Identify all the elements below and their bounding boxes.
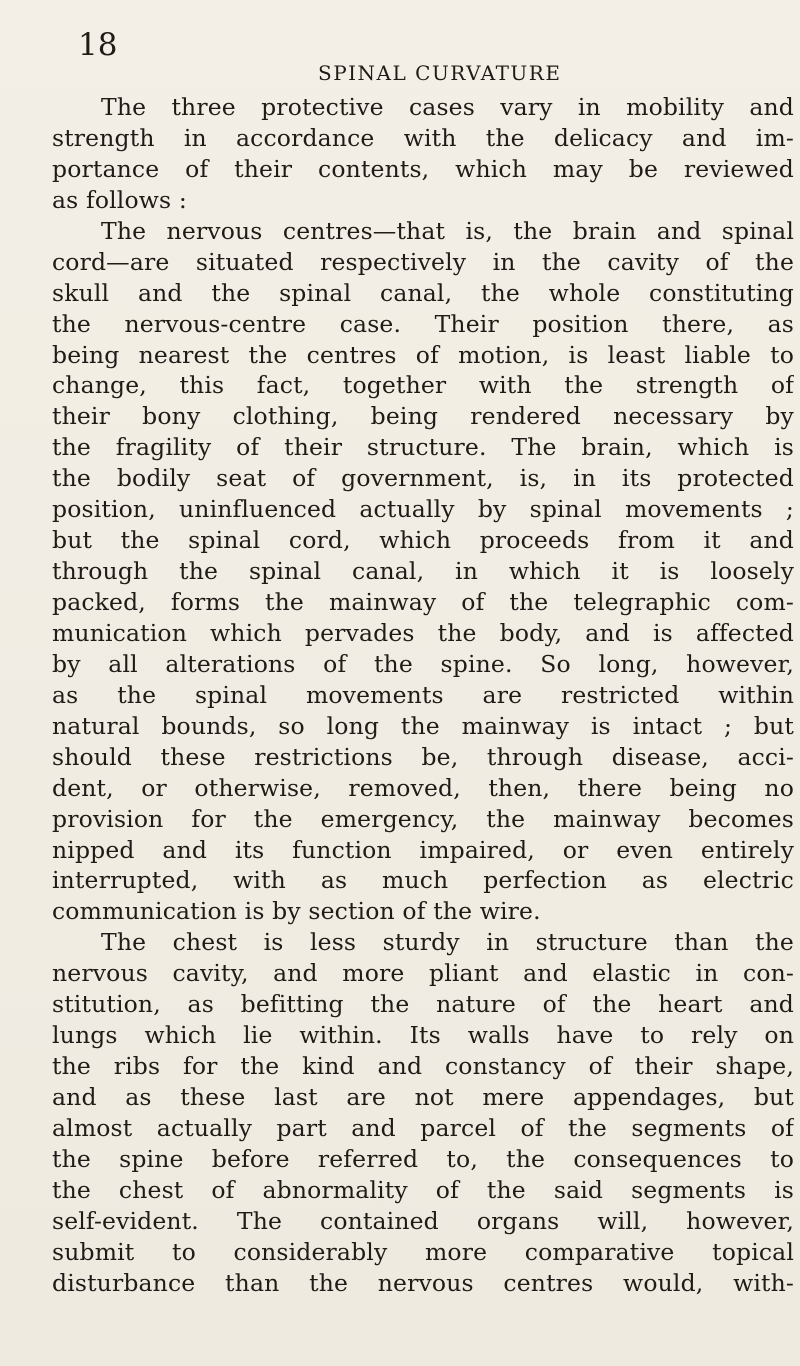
text-line: provision for the emergency, the mainway becomes — [52, 804, 794, 833]
text-line: by all alterations of the spine. So long, however, — [52, 649, 794, 678]
text-line: natural bounds, so long the mainway is intact ; but — [52, 711, 794, 740]
body-text — [52, 92, 794, 1299]
text-line: being nearest the centres of motion, is least liable to — [52, 340, 794, 369]
text-line: nipped and its function impaired, or even entirely — [52, 835, 794, 864]
text-line: disturbance than the nervous centres would, with- — [52, 1268, 794, 1297]
text-line: The nervous centres—that is, the brain and spinal — [101, 216, 794, 245]
text-line: as the spinal movements are restricted within — [52, 680, 794, 709]
text-line: nervous cavity, and more pliant and elastic in con- — [52, 959, 794, 988]
text-line: their bony clothing, being rendered necessary by — [52, 402, 794, 431]
text-line: skull and the spinal canal, the whole constituting — [52, 278, 794, 307]
text-line: but the spinal cord, which proceeds from it and — [52, 526, 794, 555]
text-line: change, this fact, together with the strength of — [52, 371, 794, 400]
page-header — [0, 28, 800, 86]
text-line: and as these last are not mere appendages, but — [52, 1083, 794, 1111]
text-line: almost actually part and parcel of the segments of — [52, 1113, 794, 1142]
text-line: strength in accordance with the delicacy and im- — [52, 123, 794, 152]
page-number: 18 — [78, 27, 118, 63]
text-line: as follows : — [52, 185, 187, 214]
text-line: portance of their contents, which may be reviewed — [52, 154, 794, 183]
text-line: the nervous-centre case. Their position there, as — [52, 309, 794, 338]
text-line: position, uninfluenced actually by spinal movements ; — [52, 495, 794, 524]
text-line: the fragility of their structure. The brain, which is — [52, 433, 794, 462]
text-line: the bodily seat of government, is, in its protected — [52, 464, 794, 493]
running-title: SPINAL CURVATURE — [318, 61, 562, 85]
text-line: The chest is less sturdy in structure than the — [101, 928, 794, 957]
text-line: the ribs for the kind and constancy of their shape, — [52, 1052, 794, 1081]
text-line: munication which pervades the body, and is affected — [52, 618, 794, 647]
text-line: packed, forms the mainway of the telegraphic com- — [52, 588, 794, 616]
text-line: submit to considerably more comparative topical — [52, 1237, 794, 1266]
text-line: the chest of abnormality of the said segments is — [52, 1175, 794, 1204]
text-line: The three protective cases vary in mobility and — [101, 93, 794, 121]
text-line: self-evident. The contained organs will, however, — [52, 1206, 794, 1235]
text-line: the spine before referred to, the consequences to — [52, 1144, 794, 1173]
text-line: should these restrictions be, through disease, acci- — [52, 742, 794, 771]
text-line: interrupted, with as much perfection as electric — [52, 866, 794, 895]
text-line: dent, or otherwise, removed, then, there being no — [52, 773, 794, 802]
text-line: through the spinal canal, in which it is loosely — [52, 557, 794, 586]
text-line: cord—are situated respectively in the cavity of the — [52, 247, 794, 276]
text-line: lungs which lie within. Its walls have to rely on — [52, 1021, 794, 1050]
text-line: stitution, as befitting the nature of the heart and — [52, 990, 794, 1019]
text-line: communication is by section of the wire. — [52, 897, 541, 926]
